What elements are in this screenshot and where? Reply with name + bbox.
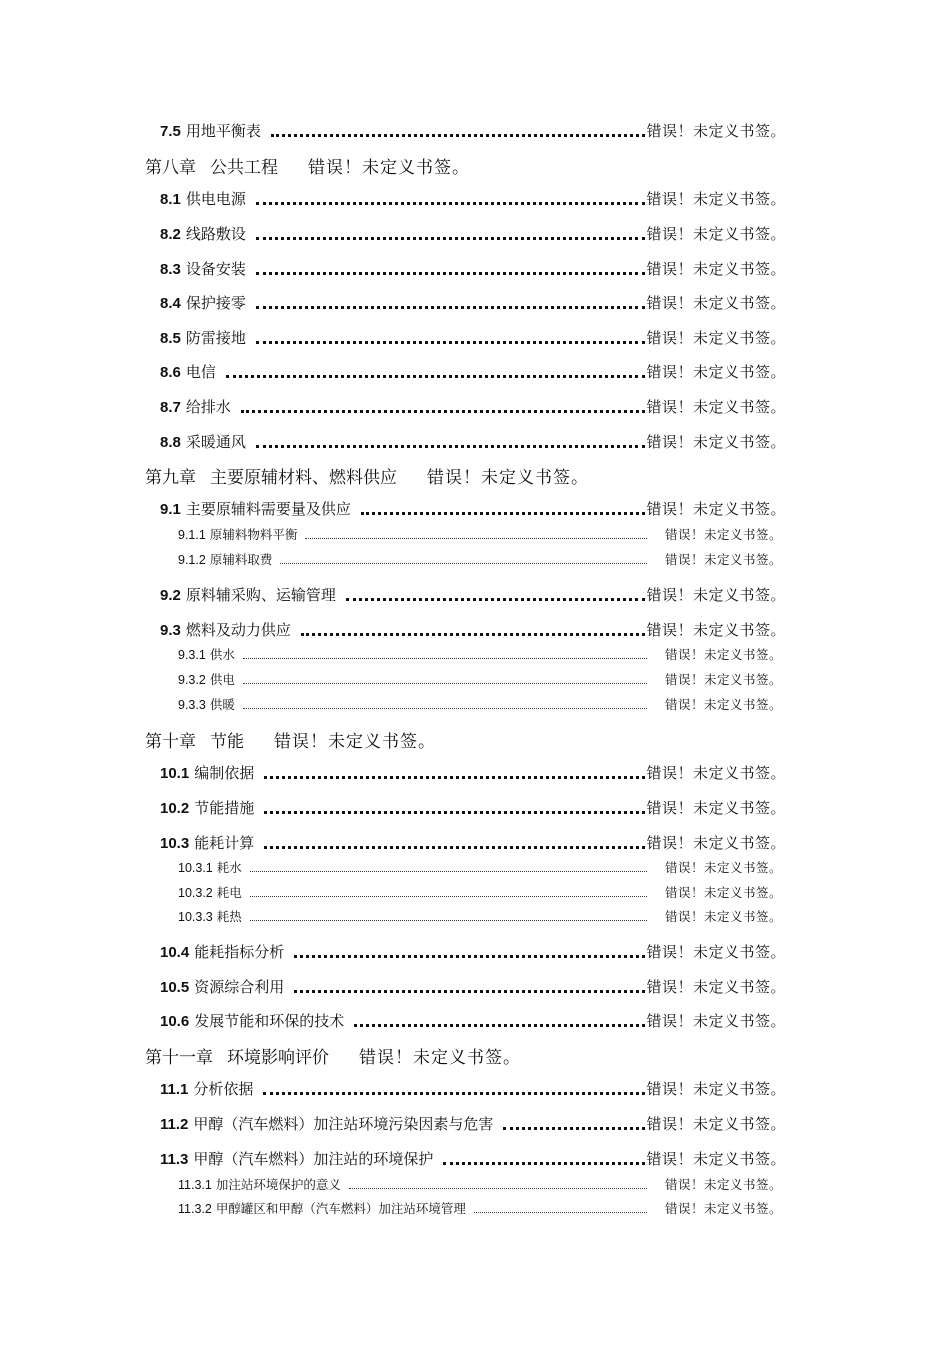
toc-page-reference: 错误！未定义书签。 [646,225,786,243]
toc-entry-number: 9.2 [160,587,181,604]
toc-dot-leader [264,811,645,814]
toc-page-reference: 错误！未定义书签。 [646,190,786,208]
toc-page-reference: 错误！未定义书签。 [664,672,782,687]
toc-subsection-entry[interactable] [178,883,782,901]
toc-page-reference: 错误！未定义书签。 [664,552,782,567]
toc-chapter-title: 环境影响评价 [227,1048,329,1068]
toc-subsection-entry[interactable] [178,858,782,876]
toc-section-entry[interactable] [160,1078,786,1099]
toc-dot-leader [256,237,646,240]
toc-dot-leader [263,1092,645,1095]
toc-entry-title: 原辅料取费 [209,552,273,567]
toc-page-reference: 错误！未定义书签。 [646,1150,786,1168]
toc-dot-leader [256,306,646,309]
toc-page-reference: 错误！未定义书签。 [664,1201,782,1216]
toc-chapter-title: 节能 [210,732,244,752]
toc-section-entry[interactable] [160,188,786,209]
toc-page-reference: 错误！未定义书签。 [646,122,786,140]
toc-section-entry[interactable] [160,584,786,605]
toc-entry-number: 11.2 [160,1116,189,1133]
toc-entry-title: 资源综合利用 [194,978,285,996]
toc-entry-number: 8.5 [160,330,181,347]
toc-entry-number: 8.2 [160,226,181,243]
toc-subsection-entry[interactable] [178,550,782,568]
toc-section-entry[interactable] [160,258,786,279]
toc-dot-leader [361,512,646,515]
toc-page-reference: 错误！未定义书签。 [646,294,786,312]
toc-entry-number: 10.1 [160,765,190,782]
toc-dot-leader [243,658,647,659]
toc-entry-title: 燃料及动力供应 [185,621,291,639]
toc-dot-leader [264,776,645,779]
toc-entry-number: 9.1.2 [178,553,206,567]
toc-dot-leader [346,598,646,601]
toc-page-reference: 错误！未定义书签。 [664,527,782,542]
toc-entry-title: 主要原辅料需要量及供应 [185,500,351,518]
toc-subsection-entry[interactable] [178,1199,782,1217]
toc-entry-title: 供水 [209,647,235,662]
toc-entry-title: 采暖通风 [185,433,246,451]
toc-entry-title: 节能措施 [194,799,255,817]
toc-section-entry[interactable] [160,431,786,452]
toc-entry-title: 编制依据 [194,764,255,782]
toc-entry-title: 原料辅采购、运输管理 [185,586,336,604]
toc-entry-number: 8.8 [160,434,181,451]
toc-dot-leader [294,955,645,958]
toc-chapter-entry[interactable] [145,727,785,752]
toc-entry-title: 线路敷设 [185,225,246,243]
toc-dot-leader [250,896,647,897]
toc-subsection-entry[interactable] [178,907,782,925]
toc-entry-title: 给排水 [185,398,231,416]
toc-dot-leader [250,920,647,921]
toc-section-entry[interactable] [160,327,786,348]
toc-section-entry[interactable] [160,976,786,997]
toc-dot-leader [280,563,647,564]
toc-entry-title: 加注站环境保护的意义 [215,1177,341,1192]
toc-entry-number: 8.6 [160,364,181,381]
toc-page-reference: 错误！未定义书签。 [664,647,782,662]
toc-entry-title: 发展节能和环保的技术 [194,1012,345,1030]
toc-entry-number: 11.3 [160,1151,189,1168]
toc-entry-number: 11.1 [160,1081,189,1098]
toc-page-reference: 错误！未定义书签。 [646,586,786,604]
toc-page-reference: 错误！未定义书签。 [646,764,786,782]
toc-section-entry[interactable] [160,292,786,313]
toc-entry-title: 耗水 [216,860,242,875]
toc-entry-title: 甲醇（汽车燃料）加注站的环境保护 [193,1150,434,1168]
toc-dot-leader [243,708,647,709]
toc-page-reference: 错误！未定义书签。 [664,860,782,875]
toc-chapter-entry[interactable] [145,463,785,488]
toc-subsection-entry[interactable] [178,695,782,713]
toc-page-reference: 错误！未定义书签。 [646,329,786,347]
toc-entry-title: 供暖 [209,697,235,712]
toc-section-entry[interactable] [160,1148,786,1169]
toc-entry-number: 9.1 [160,501,181,518]
toc-entry-number: 10.6 [160,1013,190,1030]
toc-chapter-title: 主要原辅材料、燃料供应 [210,468,397,488]
toc-page-reference: 错误！未定义书签。 [664,697,782,712]
toc-dot-leader [349,1188,647,1189]
toc-section-entry[interactable] [160,120,786,141]
toc-entry-number: 9.3.1 [178,648,206,662]
toc-page-reference: 错误！未定义书签。 [664,885,782,900]
toc-entry-title: 甲醇罐区和甲醇（汽车燃料）加注站环境管理 [215,1201,466,1216]
toc-section-entry[interactable] [160,1113,786,1134]
toc-entry-number: 10.2 [160,800,190,817]
toc-subsection-entry[interactable] [178,670,782,688]
toc-entry-title: 设备安装 [185,260,246,278]
toc-entry-number: 9.3.2 [178,673,206,687]
toc-chapter-entry[interactable] [145,1043,785,1068]
toc-entry-title: 能耗指标分析 [194,943,285,961]
toc-page-reference: 错误！未定义书签。 [646,1012,786,1030]
toc-entry-title: 供电电源 [185,190,246,208]
toc-page-reference: 错误！未定义书签。 [646,363,786,381]
toc-section-entry[interactable] [160,223,786,244]
toc-dot-leader [474,1212,647,1213]
toc-entry-number: 9.1.1 [178,528,206,542]
toc-dot-leader [443,1162,645,1165]
toc-entry-title: 保护接零 [185,294,246,312]
toc-dot-leader [301,633,646,636]
toc-page-reference: 错误！未定义书签。 [646,398,786,416]
toc-dot-leader [305,538,647,539]
toc-page-reference: 错误！未定义书签。 [646,1080,786,1098]
toc-entry-title: 分析依据 [193,1080,254,1098]
toc-entry-title: 原辅料物料平衡 [209,527,298,542]
toc-chapter-number: 第九章 [145,468,196,488]
toc-page-reference: 错误！未定义书签。 [646,978,786,996]
toc-chapter-number: 第十章 [145,732,196,752]
toc-entry-title: 耗热 [216,909,242,924]
toc-entry-number: 8.7 [160,399,181,416]
toc-entry-title: 电信 [185,363,216,381]
toc-entry-number: 11.3.1 [178,1178,212,1192]
toc-dot-leader [294,990,645,993]
toc-entry-title: 供电 [209,672,235,687]
toc-dot-leader [264,846,645,849]
toc-subsection-entry[interactable] [178,1175,782,1193]
toc-dot-leader [503,1127,645,1130]
toc-entry-number: 10.3 [160,835,190,852]
toc-page-reference: 错误！未定义书签。 [646,834,786,852]
toc-entry-number: 11.3.2 [178,1202,212,1216]
toc-entry-title: 能耗计算 [194,834,255,852]
toc-entry-number: 9.3 [160,622,181,639]
toc-entry-number: 9.3.3 [178,698,206,712]
toc-dot-leader [354,1024,645,1027]
toc-page-reference: 错误！未定义书签。 [646,943,786,961]
toc-entry-number: 10.3.3 [178,910,213,924]
toc-section-entry[interactable] [160,361,786,382]
toc-entry-title: 耗电 [216,885,242,900]
toc-page-reference: 错误！未定义书签。 [646,1115,786,1133]
toc-page-reference: 错误！未定义书签。 [646,433,786,451]
toc-chapter-title: 公共工程 [210,158,278,178]
toc-section-entry[interactable] [160,396,786,417]
toc-page-reference: 错误！未定义书签。 [646,260,786,278]
toc-dot-leader [250,871,647,872]
toc-dot-leader [256,341,646,344]
toc-entry-number: 8.3 [160,261,181,278]
toc-entry-title: 用地平衡表 [185,122,261,140]
toc-section-entry[interactable] [160,762,786,783]
toc-entry-number: 10.5 [160,979,190,996]
toc-section-entry[interactable] [160,498,786,519]
toc-dot-leader [271,134,646,137]
toc-dot-leader [241,410,646,413]
toc-entry-number: 8.1 [160,191,181,208]
toc-entry-number: 10.4 [160,944,190,961]
toc-section-entry[interactable] [160,832,786,853]
toc-entry-number: 10.3.2 [178,886,213,900]
toc-dot-leader [256,445,646,448]
toc-dot-leader [226,375,646,378]
toc-dot-leader [243,683,647,684]
toc-page-reference: 错误！未定义书签。 [664,1177,782,1192]
toc-page-reference: 错误！未定义书签。 [359,1048,521,1068]
toc-page-reference: 错误！未定义书签。 [646,500,786,518]
toc-page-reference: 错误！未定义书签。 [274,732,436,752]
toc-section-entry[interactable] [160,619,786,640]
toc-chapter-number: 第十一章 [145,1048,213,1068]
toc-subsection-entry[interactable] [178,525,782,543]
toc-subsection-entry[interactable] [178,645,782,663]
toc-chapter-number: 第八章 [145,158,196,178]
toc-section-entry[interactable] [160,941,786,962]
toc-page-reference: 错误！未定义书签。 [646,621,786,639]
toc-page-reference: 错误！未定义书签。 [427,468,589,488]
toc-entry-number: 7.5 [160,123,181,140]
toc-entry-title: 甲醇（汽车燃料）加注站环境污染因素与危害 [193,1115,494,1133]
toc-entry-title: 防雷接地 [185,329,246,347]
toc-page-reference: 错误！未定义书签。 [664,909,782,924]
toc-section-entry[interactable] [160,797,786,818]
toc-page-reference: 错误！未定义书签。 [646,799,786,817]
toc-section-entry[interactable] [160,1010,786,1031]
toc-page-reference: 错误！未定义书签。 [308,158,470,178]
toc-dot-leader [256,272,646,275]
toc-dot-leader [256,202,646,205]
toc-chapter-entry[interactable] [145,153,785,178]
toc-entry-number: 8.4 [160,295,181,312]
toc-entry-number: 10.3.1 [178,861,213,875]
